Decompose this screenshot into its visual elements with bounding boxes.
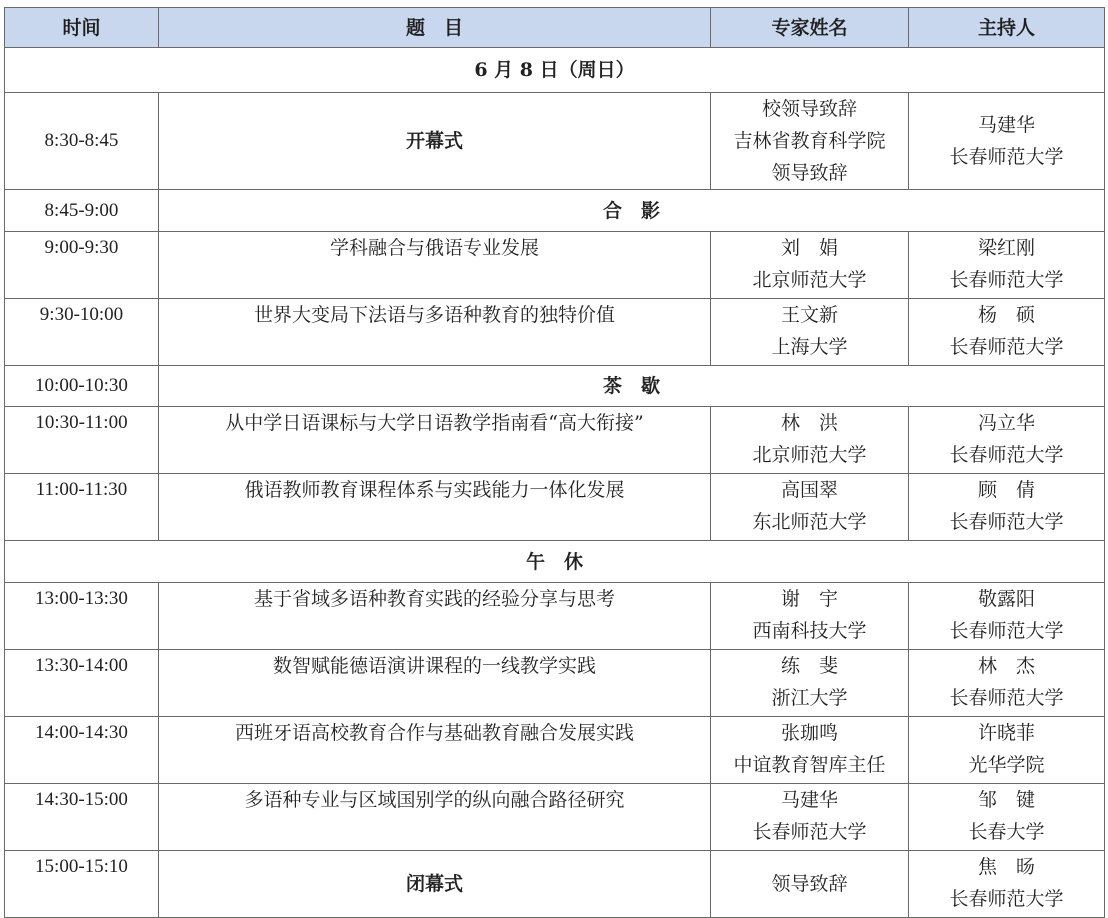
expert-line: 刘 娟	[780, 237, 838, 259]
host-line: 林 杰	[977, 655, 1035, 677]
expert-line: 马建华	[780, 789, 838, 811]
expert-line: 吉林省教育科学院	[733, 130, 886, 152]
time-cell: 13:30-14:00	[5, 650, 159, 717]
topic-cell: 闭幕式	[159, 851, 711, 918]
expert-line: 东北师范大学	[752, 511, 867, 533]
host-line: 长春师范大学	[949, 620, 1064, 642]
time-cell: 8:45-9:00	[5, 190, 159, 232]
expert-line: 练 斐	[780, 655, 838, 677]
topic-cell: 开幕式	[159, 93, 711, 190]
expert-cell	[711, 784, 909, 851]
host-cell	[909, 583, 1105, 650]
host-line: 焦 旸	[977, 856, 1035, 878]
time-cell: 11:00-11:30	[5, 474, 159, 541]
host-line: 敬露阳	[977, 588, 1035, 610]
topic-cell: 多语种专业与区域国别学的纵向融合路径研究	[159, 784, 711, 851]
topic-cell: 世界大变局下法语与多语种教育的独特价值	[159, 299, 711, 366]
expert-cell	[711, 650, 909, 717]
table-row	[5, 474, 1105, 541]
host-line: 梁红刚	[977, 237, 1035, 259]
table-row	[5, 93, 1105, 190]
header-row	[5, 8, 1105, 48]
time-cell: 14:00-14:30	[5, 717, 159, 784]
expert-line: 王文新	[780, 304, 838, 326]
topic-cell: 俄语教师教育课程体系与实践能力一体化发展	[159, 474, 711, 541]
host-line: 长春师范大学	[949, 269, 1064, 291]
expert-line: 谢 宇	[780, 588, 838, 610]
expert-cell	[711, 851, 909, 918]
header-expert: 专家姓名	[711, 8, 909, 48]
table-row	[5, 190, 1105, 232]
expert-line: 北京师范大学	[752, 444, 867, 466]
session-label: 午 休	[5, 541, 1105, 583]
host-line: 长春师范大学	[949, 888, 1064, 910]
table-row	[5, 366, 1105, 407]
time-cell: 10:00-10:30	[5, 366, 159, 407]
host-line: 杨 硕	[977, 304, 1035, 326]
expert-line: 领导致辞	[771, 873, 848, 895]
expert-line: 校领导致辞	[761, 98, 857, 120]
table-row	[5, 407, 1105, 474]
host-cell	[909, 407, 1105, 474]
expert-cell	[711, 93, 909, 190]
expert-line: 西南科技大学	[752, 620, 867, 642]
expert-line: 北京师范大学	[752, 269, 867, 291]
host-cell	[909, 474, 1105, 541]
host-line: 长春师范大学	[949, 687, 1064, 709]
table-row	[5, 650, 1105, 717]
expert-cell	[711, 407, 909, 474]
host-line: 长春大学	[968, 821, 1045, 843]
host-cell	[909, 717, 1105, 784]
host-cell	[909, 299, 1105, 366]
host-line: 邹 键	[977, 789, 1035, 811]
topic-cell: 数智赋能德语演讲课程的一线教学实践	[159, 650, 711, 717]
table-row	[5, 299, 1105, 366]
expert-line: 中谊教育智库主任	[733, 754, 886, 776]
expert-line: 长春师范大学	[752, 821, 867, 843]
topic-cell: 学科融合与俄语专业发展	[159, 232, 711, 299]
table-row	[5, 851, 1105, 918]
host-cell	[909, 784, 1105, 851]
time-cell: 13:00-13:30	[5, 583, 159, 650]
time-cell: 9:00-9:30	[5, 232, 159, 299]
date-label: 6 月 8 日（周日）	[5, 48, 1105, 93]
header-topic: 题 目	[159, 8, 711, 48]
table-row	[5, 583, 1105, 650]
host-line: 顾 倩	[977, 479, 1035, 501]
host-cell	[909, 851, 1105, 918]
date-row	[5, 48, 1105, 93]
host-line: 长春师范大学	[949, 336, 1064, 358]
host-line: 许晓菲	[977, 722, 1035, 744]
expert-cell	[711, 583, 909, 650]
expert-cell	[711, 717, 909, 784]
expert-line: 张珈鸣	[780, 722, 838, 744]
host-line: 长春师范大学	[949, 511, 1064, 533]
table-row	[5, 717, 1105, 784]
time-cell: 15:00-15:10	[5, 851, 159, 918]
host-line: 马建华	[977, 114, 1035, 136]
expert-line: 林 洪	[780, 412, 838, 434]
host-line: 冯立华	[977, 412, 1035, 434]
header-host: 主持人	[909, 8, 1105, 48]
expert-line: 领导致辞	[771, 162, 848, 184]
time-cell: 8:30-8:45	[5, 93, 159, 190]
expert-cell	[711, 474, 909, 541]
host-line: 长春师范大学	[949, 146, 1064, 168]
host-line: 光华学院	[968, 754, 1045, 776]
agenda-table	[4, 7, 1105, 918]
host-cell	[909, 93, 1105, 190]
header-time: 时间	[5, 8, 159, 48]
table-row	[5, 232, 1105, 299]
expert-cell	[711, 232, 909, 299]
host-cell	[909, 650, 1105, 717]
time-cell: 14:30-15:00	[5, 784, 159, 851]
table-row	[5, 541, 1105, 583]
expert-line: 上海大学	[771, 336, 848, 358]
expert-line: 浙江大学	[771, 687, 848, 709]
session-label: 茶 歇	[159, 366, 1105, 407]
table-row	[5, 784, 1105, 851]
time-cell: 9:30-10:00	[5, 299, 159, 366]
session-label: 合 影	[159, 190, 1105, 232]
time-cell: 10:30-11:00	[5, 407, 159, 474]
expert-line: 高国翠	[780, 479, 838, 501]
topic-cell: 基于省域多语种教育实践的经验分享与思考	[159, 583, 711, 650]
host-cell	[909, 232, 1105, 299]
expert-cell	[711, 299, 909, 366]
topic-cell: 西班牙语高校教育合作与基础教育融合发展实践	[159, 717, 711, 784]
host-line: 长春师范大学	[949, 444, 1064, 466]
topic-cell: 从中学日语课标与大学日语教学指南看“高大衔接”	[159, 407, 711, 474]
